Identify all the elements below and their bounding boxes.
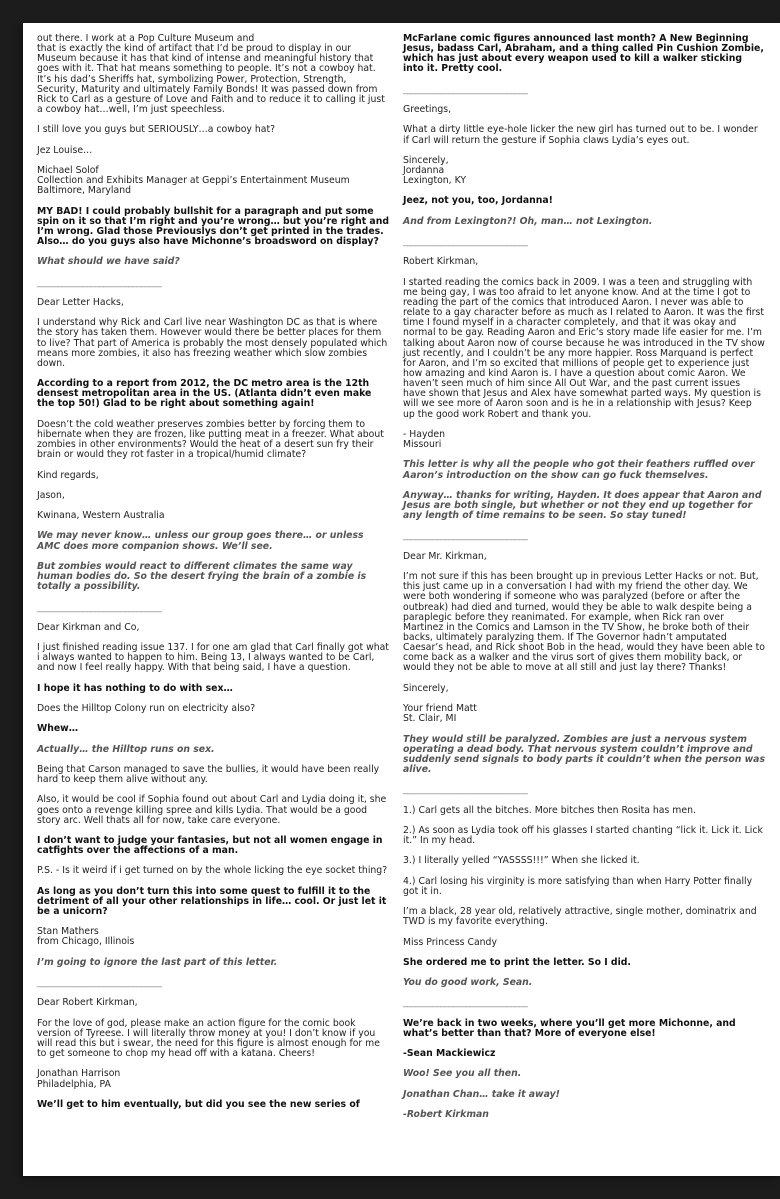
section-divider: ______________________________ <box>37 276 162 288</box>
editor-reply: I don’t want to judge your fantasies, but not all women engage in catfights over the affections of a man. <box>37 834 383 857</box>
letter-paragraph: 4.) Carl losing his virginity is more satisfying than when Harry Potter finally got it in. <box>403 875 753 897</box>
letter-paragraph: Jason, <box>37 489 65 501</box>
letter-paragraph: I still love you guys but SERIOUSLY…a cowboy hat? <box>37 124 276 136</box>
letter-paragraph: I understand why Rick and Carl live near Washington DC as that is where the story has taken them. However would there be better places for them to live? That part of America is probably the most densely populated which means more zombies, it also has freezing weather which slow zombies down. <box>37 317 388 369</box>
letter-paragraph: - Hayden Missouri <box>403 428 446 451</box>
editor-reply: MY BAD! I could probably bullshit for a paragraph and put some spin on it so that I’m right and you’re wrong… but you’re right and I’m wrong. Glad those Previouslys don’t get printed in the trades. Also… do you guys also have Michonne’s broadsword on display? <box>37 205 389 248</box>
editor-reply: Whew… <box>37 723 79 735</box>
section-divider: ______________________________ <box>403 784 528 796</box>
letter-paragraph: Your friend Matt St. Clair, MI <box>403 703 477 725</box>
letter-paragraph: Jonathan Harrison Philadelphia, PA <box>37 1068 121 1090</box>
letter-paragraph: I’m not sure if this has been brought up in previous Letter Hacks or not. But, this just came up in a conversation I had with my friend the other day. We were both wondering if someone who was paralyzed (before or after the outbreak) had died and turned, would they be able to walk despite being a paraplegic before they reanimated. For example, when Rick ran over Martinez in the Comics and Lamson in the TV Show, he broke both of their backs, ultimately paralyzing them. If The Governor hadn’t amputated Caesar’s head, and Rick shoot Bob in the head, would they have been able to come back as a walker and the virus sort of gives them mobility back, or would they not be able to move at all still and just lay there? Thanks! <box>403 571 765 674</box>
editor-reply: McFarlane comic figures announced last month? A New Beginning Jesus, badass Carl, Abraham, and a thing called Pin Cushion Zombie, which has just about every weapon used to kill a walker sticking into it. Pretty cool. <box>403 33 764 75</box>
editor-reply-italic: Anyway… thanks for writing, Hayden. It does appear that Aaron and Jesus are both single, but whether or not they end up together for any length of time remains to be seen. So stay tuned! <box>403 489 762 522</box>
editor-reply-italic: They would still be paralyzed. Zombies are just a nervous system operating a dead body. That nervous system couldn’t improve and suddenly send signals to body parts it couldn’t when the person was alive. <box>403 733 765 775</box>
letter-paragraph: Does the Hilltop Colony run on electricity also? <box>37 703 256 714</box>
letter-paragraph: Michael Solof Collection and Exhibits Manager at Geppi’s Entertainment Museum Baltimore, Maryland <box>37 164 350 197</box>
editor-reply: According to a report from 2012, the DC metro area is the 12th densest metropolitan area in the US. (Atlanta didn’t even make the top 50!) Glad to be right about something again! <box>37 378 372 410</box>
editor-reply: She ordered me to print the letter. So I did. <box>403 956 631 968</box>
editor-reply: I hope it has nothing to do with sex… <box>37 682 233 694</box>
letter-paragraph: Also, it would be cool if Sophia found out about Carl and Lydia doing it, she goes onto a revenge killing spree and kills Lydia. That would be a good story arc. Well thats all for now, take care everyone. <box>37 794 387 826</box>
editor-reply: Jeez, not you, too, Jordanna! <box>403 195 553 207</box>
editor-reply-italic: Woo! See you all then. <box>403 1068 522 1080</box>
letter-paragraph: Greetings, <box>403 104 452 116</box>
letter-paragraph: For the love of god, please make an action figure for the comic book version of Tyreese. I will literally throw money at you! I don’t know if you will read this but i swear, the need for this figure is almost enough for me to get someone to chop my head off with a katana. Cheers! <box>37 1017 380 1060</box>
letter-paragraph: Miss Princess Candy <box>403 936 497 948</box>
editor-reply: We’ll get to him eventually, but did you see the new series of <box>37 1098 360 1110</box>
letter-paragraph: Dear Robert Kirkman, <box>37 997 138 1009</box>
letter-paragraph: out there. I work at a Pop Culture Museum and that is exactly the kind of artifact that I’d be proud to display in our Museum because it has that kind of intense and meaningful history that goes with it. That hat means something to people. It’s not a cowboy hat. It’s his dad’s Sheriffs hat, symbolizing Power, Protection, Strength, Security, Maturity and ultimately Family Bonds! It was passed down from Rick to Carl as a gesture of Love and Faith and to reduce it to calling it just a cowboy hat…well, I’m just speechless. <box>37 33 385 116</box>
editor-reply-italic: -Robert Kirkman <box>403 1109 489 1121</box>
letter-paragraph: I’m a black, 28 year old, relatively attractive, single mother, dominatrix and TWD is my favorite everything. <box>403 906 757 928</box>
letter-paragraph: P.S. - Is it weird if i get turned on by the whole licking the eye socket thing? <box>37 865 388 877</box>
section-divider: ______________________________ <box>403 530 528 542</box>
section-divider: ______________________________ <box>37 601 162 613</box>
section-divider: ______________________________ <box>403 83 528 95</box>
letter-paragraph: Dear Letter Hacks, <box>37 296 124 308</box>
letter-paragraph: Robert Kirkman, <box>403 256 479 268</box>
letter-paragraph: 3.) I literally yelled “YASSSS!!!” When she licked it. <box>403 855 640 867</box>
editor-reply-italic: You do good work, Sean. <box>403 977 533 989</box>
editor-reply-italic: What should we have said? <box>37 256 180 268</box>
letter-paragraph: Kind regards, <box>37 469 99 481</box>
editor-reply: -Sean Mackiewicz <box>403 1048 496 1060</box>
letter-paragraph: Kwinana, Western Australia <box>37 510 165 522</box>
letter-paragraph: What a dirty little eye-hole licker the new girl has turned out to be. I wonder if Carl will return the gesture if Sophia claws Lydia’s eyes out. <box>403 124 758 146</box>
letter-paragraph: Doesn’t the cold weather preserves zombies better by forcing them to hibernate when they are frozen, like putting meat in a freezer. What about zombies in other environments? Would the heat of a desert sun fry their brain or would they rot faster in a tropical/humid climate? <box>37 418 384 461</box>
letter-paragraph: 1.) Carl gets all the bitches. More bitches then Rosita has men. <box>403 804 696 816</box>
section-divider: ______________________________ <box>37 977 162 989</box>
letter-paragraph: Sincerely, <box>403 682 449 694</box>
letter-paragraph: I just finished reading issue 137. I for one am glad that Carl finally got what i always wanted to happen to him. Being 13, I always wanted to be Carl, and now I feel really happy. With that being said, I have a question. <box>37 642 389 674</box>
section-divider: ______________________________ <box>403 997 528 1009</box>
letter-paragraph: 2.) As soon as Lydia took off his glasses I started chanting “lick it. Lick it. Lick it.” In my head. <box>403 824 763 847</box>
letter-paragraph: Jez Louise… <box>37 144 93 156</box>
letter-paragraph: I started reading the comics back in 2009. I was a teen and struggling with me being gay, I was too afraid to let anyone know. And at the time I got to reading the part of the comics that introduced Aaron. I never was able to relate to a gay character before as much as I related to Aaron. It was the first time I found myself in a character completely, and that it was okay and normal to be gay. Reading Aaron and Eric’s story made life easier for me. I’m talking about Aaron now of course because he was introduced in the TV show just recently, and I couldn’t be any more happier. Ross Marquand is perfect for Aaron, and I’m so excited that millions of people get to experience just how amazing and kind Aaron is. I have a question about comic Aaron. We haven’t seen much of him since All Out War, and the past current issues have shown that Jesus and Alex have somewhat parted ways. My question is will we see more of Aaron soon and is he in a relationship with Jesus? Keep up the good work Robert and thank you. <box>403 276 765 420</box>
editor-reply-italic: And from Lexington?! Oh, man… not Lexington. <box>403 215 653 227</box>
editor-reply: We’re back in two weeks, where you’ll get more Michonne, and what’s better than that? More of everyone else! <box>403 1017 736 1039</box>
editor-reply-italic: This letter is why all the people who got their feathers ruffled over Aaron’s introduction on the show can go fuck themselves. <box>403 459 755 481</box>
letter-paragraph: Stan Mathers from Chicago, Illinois <box>37 926 135 948</box>
right-column <box>403 34 765 1130</box>
section-divider: ______________________________ <box>403 236 528 248</box>
editor-reply-italic: We may never know… unless our group goes there… or unless AMC does more companion shows. We’ll see. <box>37 530 364 552</box>
letter-paragraph: Being that Carson managed to save the bullies, it would have been really hard to keep them alive without any. <box>37 763 380 786</box>
letter-paragraph: Dear Mr. Kirkman, <box>403 550 487 562</box>
letter-paragraph: Sincerely, Jordanna Lexington, KY <box>403 154 467 187</box>
editor-reply-italic: I’m going to ignore the last part of this letter. <box>37 956 278 968</box>
editor-reply-italic: Jonathan Chan… take it away! <box>403 1088 560 1100</box>
letter-page <box>23 23 780 1176</box>
letter-paragraph: Dear Kirkman and Co, <box>37 621 140 633</box>
editor-reply-italic: But zombies would react to different climates the same way human bodies do. So the desert frying the brain of a zombie is totally a possibility. <box>37 560 367 593</box>
left-column <box>37 34 389 1120</box>
editor-reply-italic: Actually… the Hilltop runs on sex. <box>37 743 215 755</box>
editor-reply: As long as you don’t turn this into some quest to fulfill it to the detriment of all your other relationships in life… cool. Or just let it be a unicorn? <box>37 885 387 918</box>
